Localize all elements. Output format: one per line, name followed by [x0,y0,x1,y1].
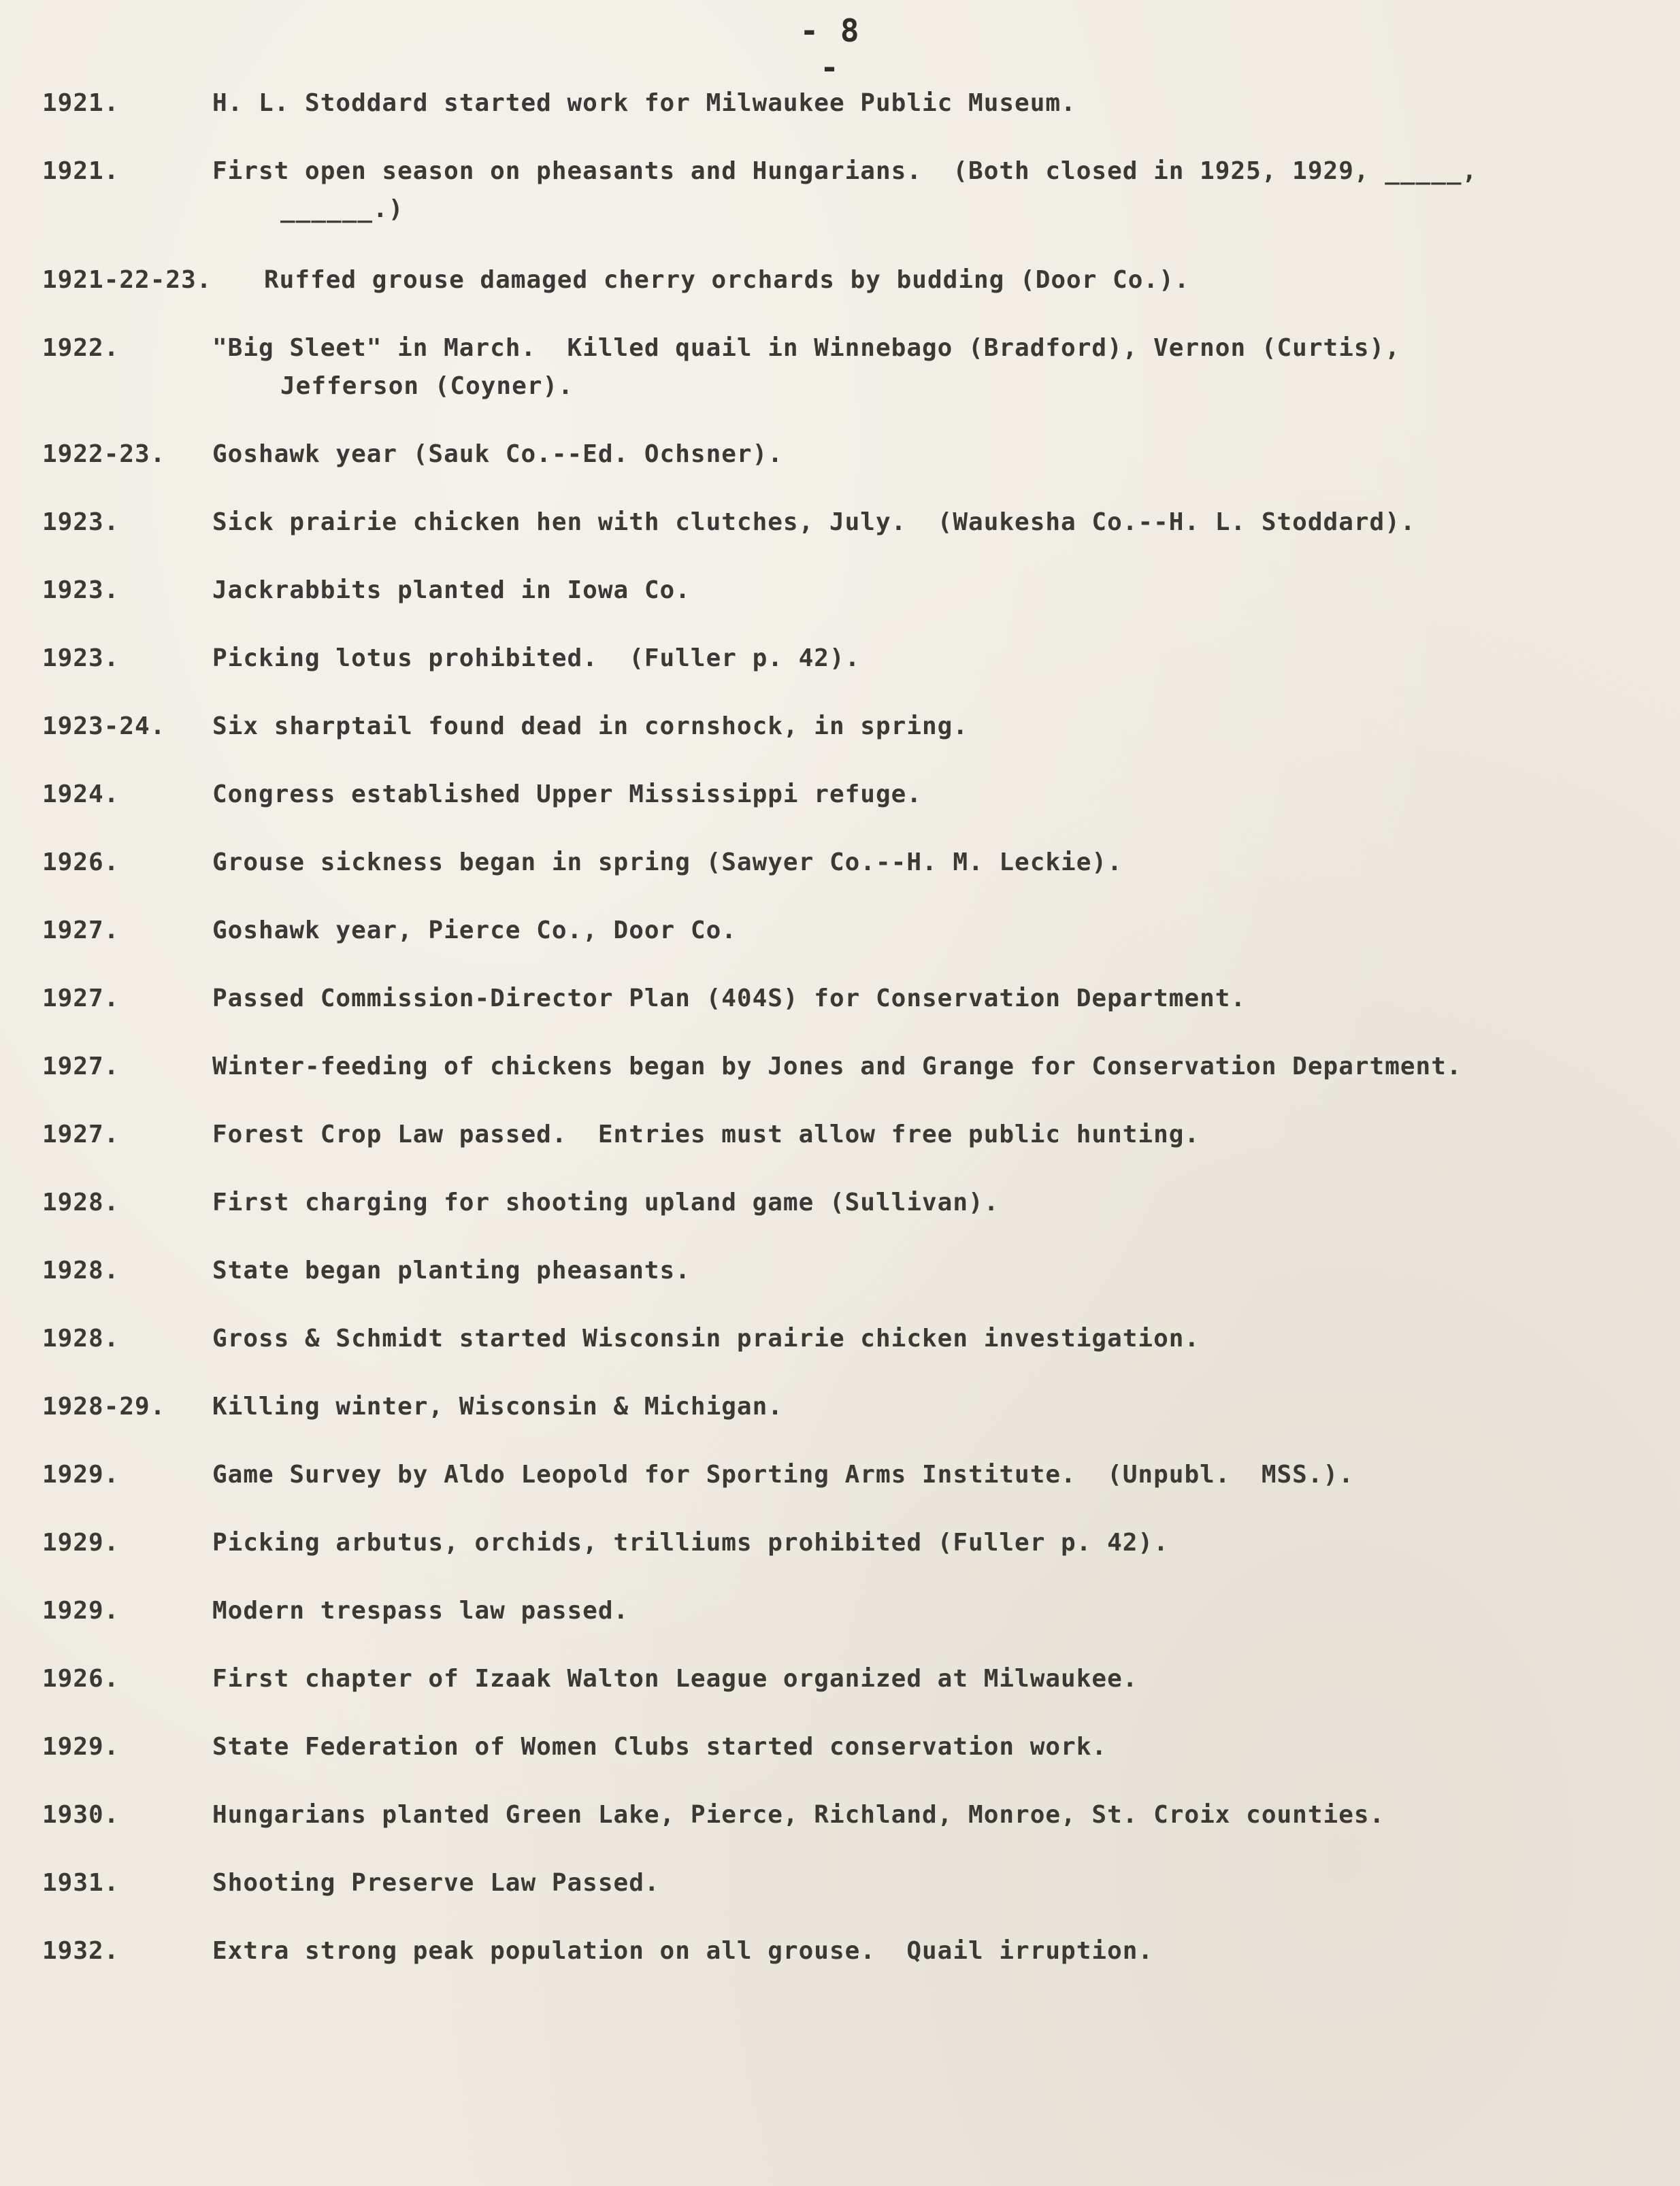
entry-text: Gross & Schmidt started Wisconsin prairie chicken investigation. [212,1325,1200,1353]
entry-date: 1927. [42,1053,120,1080]
entry-date: 1928-29. [42,1393,166,1421]
entry-date: 1921. [42,89,120,117]
entry-text-continuation: ______.) [280,195,404,223]
entry-text: Sick prairie chicken hen with clutches, July. (Waukesha Co.--H. L. Stoddard). [212,508,1416,536]
entry-date: 1930. [42,1801,120,1829]
entry-date: 1922-23. [42,440,166,468]
entry-text: Six sharptail found dead in cornshock, in spring. [212,712,969,740]
entry-date: 1929. [42,1529,120,1557]
entry-text: Modern trespass law passed. [212,1597,629,1625]
entry-date: 1923-24. [42,712,166,740]
entry-text: Forest Crop Law passed. Entries must allow free public hunting. [212,1121,1200,1148]
entry-text-continuation: Jefferson (Coyner). [280,372,574,400]
entry-date: 1922. [42,334,120,362]
entry-date: 1932. [42,1937,120,1965]
entry-date: 1928. [42,1189,120,1216]
entry-text: Killing winter, Wisconsin & Michigan. [212,1393,783,1421]
entry-text: Passed Commission-Director Plan (404S) for Conservation Department. [212,984,1247,1012]
entry-date: 1931. [42,1869,120,1897]
entry-date: 1921-22-23. [42,266,212,294]
entry-text: State Federation of Women Clubs started conservation work. [212,1733,1108,1761]
entry-text: State began planting pheasants. [212,1257,691,1285]
entry-date: 1923. [42,508,120,536]
entry-date: 1923. [42,644,120,672]
entry-text: First chapter of Izaak Walton League organized at Milwaukee. [212,1665,1138,1693]
entry-date: 1929. [42,1597,120,1625]
entry-text: Picking arbutus, orchids, trilliums prohibited (Fuller p. 42). [212,1529,1169,1557]
page-number: - 8 - [800,12,861,86]
entry-text: Goshawk year, Pierce Co., Door Co. [212,916,737,944]
entry-text: First charging for shooting upland game (Sullivan). [212,1189,1000,1216]
entry-date: 1929. [42,1733,120,1761]
entry-text: Winter-feeding of chickens began by Jones and Grange for Conservation Department. [212,1053,1462,1080]
entry-date: 1928. [42,1257,120,1285]
entry-date: 1927. [42,984,120,1012]
entry-text: "Big Sleet" in March. Killed quail in Winnebago (Bradford), Vernon (Curtis), [212,334,1400,362]
entry-text-block [212,329,1628,405]
entry-text: First open season on pheasants and Hungarians. (Both closed in 1925, 1929, _____, [212,157,1478,185]
entry-text: Congress established Upper Mississippi refuge. [212,780,922,808]
entry-text-block [212,152,1628,229]
entry-text: Extra strong peak population on all grouse. Quail irruption. [212,1937,1154,1965]
entry-text: Jackrabbits planted in Iowa Co. [212,576,691,604]
entry-date: 1927. [42,1121,120,1148]
entry-date: 1926. [42,1665,120,1693]
entry-date: 1929. [42,1461,120,1489]
entry-text: Shooting Preserve Law Passed. [212,1869,660,1897]
entry-text: Goshawk year (Sauk Co.--Ed. Ochsner). [212,440,783,468]
entry-text: Ruffed grouse damaged cherry orchards by budding (Door Co.). [264,266,1190,294]
entry-date: 1926. [42,848,120,876]
entry-text: Grouse sickness began in spring (Sawyer Co.--H. M. Leckie). [212,848,1123,876]
entry-text: Picking lotus prohibited. (Fuller p. 42). [212,644,861,672]
entry-date: 1927. [42,916,120,944]
entry-date: 1921. [42,157,120,185]
entry-text: Game Survey by Aldo Leopold for Sporting Arms Institute. (Unpubl. MSS.). [212,1461,1354,1489]
entry-text: Hungarians planted Green Lake, Pierce, Richland, Monroe, St. Croix counties. [212,1801,1385,1829]
entry-date: 1923. [42,576,120,604]
entry-text: H. L. Stoddard started work for Milwaukee Public Museum. [212,89,1076,117]
entry-date: 1928. [42,1325,120,1353]
entry-date: 1924. [42,780,120,808]
